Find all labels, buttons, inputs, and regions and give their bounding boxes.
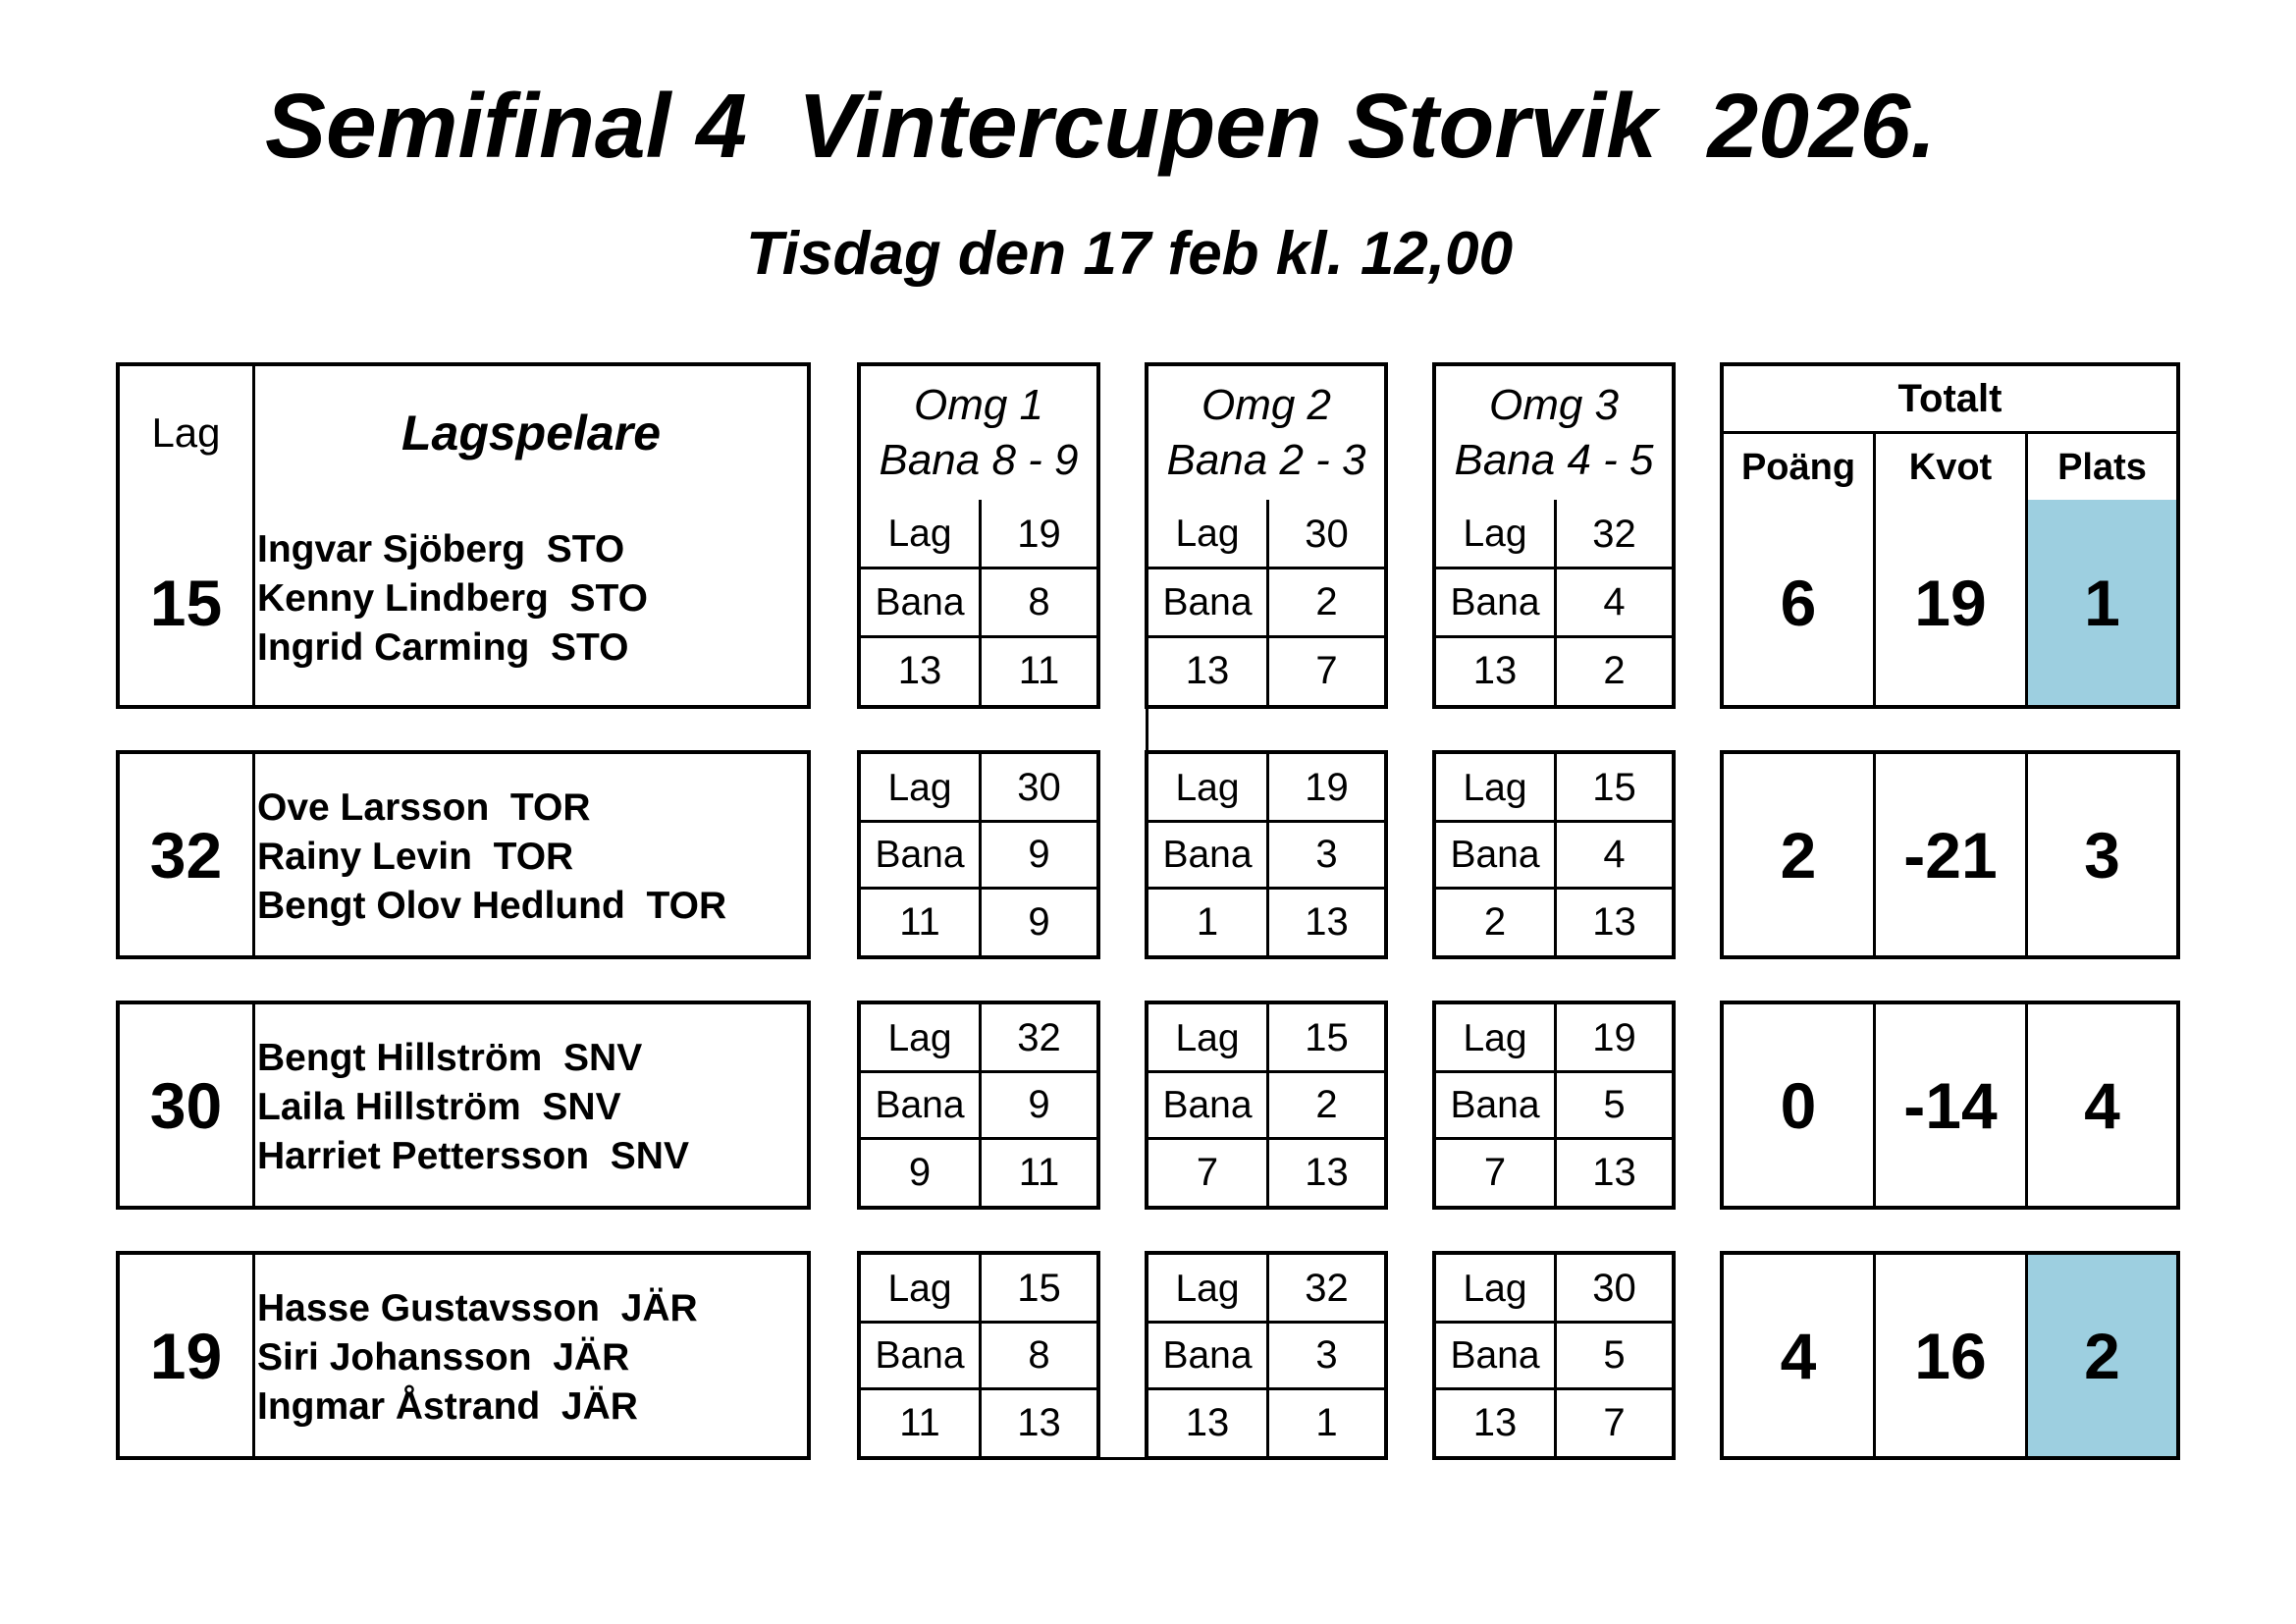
header-kvot: Kvot <box>1908 446 1993 488</box>
bana-number: 3 <box>1315 1333 1338 1378</box>
score-opponent: 9 <box>1028 899 1050 944</box>
score-opponent: 7 <box>1315 649 1338 693</box>
lag-label: Lag <box>1463 1267 1527 1310</box>
score-opponent: 13 <box>1592 899 1636 944</box>
round-1-box <box>857 1251 1100 1460</box>
totals-box <box>1720 500 2180 709</box>
lag-label: Lag <box>1463 1016 1527 1059</box>
score-own: 11 <box>899 1400 940 1444</box>
header-poang: Poäng <box>1740 446 1856 488</box>
opponent-team: 15 <box>1017 1267 1061 1311</box>
score-own: 9 <box>908 1150 932 1194</box>
opponent-team: 15 <box>1592 766 1636 810</box>
player-name: Harriet Pettersson SNV <box>257 1135 689 1177</box>
kvot-value: -14 <box>1903 1068 1998 1142</box>
totals-box <box>1720 1001 2180 1210</box>
score-own: 7 <box>1196 1150 1219 1194</box>
score-opponent: 1 <box>1315 1400 1338 1444</box>
score-opponent: 13 <box>1592 1150 1636 1194</box>
score-own: 7 <box>1483 1150 1507 1194</box>
player-name: Ingvar Sjöberg STO <box>257 528 625 570</box>
score-own: 13 <box>1185 1400 1230 1444</box>
player-name: Ingmar Åstrand JÄR <box>257 1385 638 1428</box>
score-own: 13 <box>1185 649 1230 693</box>
lag-label: Lag <box>1463 766 1527 809</box>
round-2-box <box>1145 750 1388 959</box>
player-name: Ove Larsson TOR <box>257 786 591 829</box>
score-opponent: 13 <box>1305 1150 1349 1194</box>
bana-label: Bana <box>1450 580 1540 623</box>
player-name: Hasse Gustavsson JÄR <box>257 1287 698 1329</box>
plats-value: 1 <box>2028 500 2176 705</box>
bana-number: 8 <box>1028 1333 1050 1378</box>
round-2-box <box>1145 500 1388 709</box>
page-title: Semifinal 4 Vintercupen Storvik 2026. <box>265 75 1937 177</box>
lag-label: Lag <box>887 513 952 556</box>
lag-label: Lag <box>887 1267 952 1310</box>
score-opponent: 11 <box>1018 1150 1060 1194</box>
lag-label: Lag <box>887 766 952 809</box>
bana-number: 4 <box>1603 580 1626 624</box>
player-name: Kenny Lindberg STO <box>257 577 648 620</box>
team-row-box <box>116 500 811 709</box>
round-1-box <box>857 750 1100 959</box>
lag-label: Lag <box>1175 1267 1240 1310</box>
page-subtitle: Tisdag den 17 feb kl. 12,00 <box>746 220 1514 288</box>
round-2-box <box>1145 1001 1388 1210</box>
bana-label: Bana <box>1162 580 1253 623</box>
header-lag: Lag <box>151 409 221 456</box>
round-1-bana: Bana 8 - 9 <box>879 436 1079 484</box>
team-row-box <box>116 1251 811 1460</box>
header-lagspelare: Lagspelare <box>400 406 661 460</box>
header-totals <box>1720 362 2180 504</box>
score-opponent: 7 <box>1603 1400 1626 1444</box>
bana-number: 2 <box>1315 1083 1338 1127</box>
bana-number: 2 <box>1315 580 1338 624</box>
team-players <box>257 1034 689 1181</box>
score-opponent: 11 <box>1018 649 1060 693</box>
header-team-box <box>116 362 811 504</box>
lag-label: Lag <box>887 1016 952 1059</box>
kvot-value: -21 <box>1903 818 1998 892</box>
opponent-team: 30 <box>1305 512 1349 556</box>
bana-label: Bana <box>1162 833 1253 876</box>
round-3-omg: Omg 3 <box>1488 381 1620 429</box>
opponent-team: 32 <box>1592 512 1636 556</box>
score-own: 11 <box>899 899 940 944</box>
header-plats: Plats <box>2057 446 2147 488</box>
opponent-team: 15 <box>1305 1016 1349 1060</box>
lag-label: Lag <box>1175 513 1240 556</box>
opponent-team: 19 <box>1305 766 1349 810</box>
round-1-box <box>857 500 1100 709</box>
team-players <box>257 525 648 673</box>
bana-number: 8 <box>1028 580 1050 624</box>
poang-value: 0 <box>1780 1068 1817 1142</box>
plats-value: 4 <box>2084 1068 2120 1142</box>
kvot-value: 19 <box>1914 566 1987 639</box>
score-own: 13 <box>1472 1400 1518 1444</box>
team-number: 19 <box>149 1319 223 1392</box>
bana-number: 3 <box>1315 833 1338 877</box>
score-own: 13 <box>897 649 942 693</box>
player-name: Rainy Levin TOR <box>257 836 574 878</box>
header-round-3 <box>1432 362 1676 504</box>
round-3-box <box>1432 1251 1676 1460</box>
team-row-box <box>116 750 811 959</box>
score-opponent: 13 <box>1305 899 1349 944</box>
player-name: Laila Hillström SNV <box>257 1086 621 1128</box>
score-opponent: 2 <box>1603 649 1626 693</box>
opponent-team: 30 <box>1592 1267 1636 1311</box>
lag-label: Lag <box>1175 1016 1240 1059</box>
header-round-2 <box>1145 362 1388 504</box>
opponent-team: 32 <box>1017 1016 1061 1060</box>
opponent-team: 32 <box>1305 1267 1349 1311</box>
plats-value: 2 <box>2028 1255 2176 1456</box>
connector-line <box>1096 1457 1148 1460</box>
connector-line <box>1146 709 1148 754</box>
bana-label: Bana <box>1450 833 1540 876</box>
poang-value: 6 <box>1780 566 1817 639</box>
opponent-team: 19 <box>1592 1016 1636 1060</box>
player-name: Siri Johansson JÄR <box>257 1336 630 1379</box>
score-own: 13 <box>1472 649 1518 693</box>
score-own: 2 <box>1483 899 1507 944</box>
bana-number: 9 <box>1028 1083 1050 1127</box>
round-1-omg: Omg 1 <box>913 381 1044 429</box>
bana-label: Bana <box>1450 1333 1540 1377</box>
score-own: 1 <box>1196 899 1219 944</box>
player-name: Bengt Olov Hedlund TOR <box>257 885 727 927</box>
round-1-box <box>857 1001 1100 1210</box>
kvot-value: 16 <box>1914 1319 1987 1392</box>
header-totalt: Totalt <box>1897 377 2002 420</box>
lag-label: Lag <box>1463 513 1527 556</box>
player-name: Bengt Hillström SNV <box>257 1037 643 1079</box>
round-3-bana: Bana 4 - 5 <box>1454 436 1654 484</box>
bana-label: Bana <box>875 580 965 623</box>
round-3-box <box>1432 1001 1676 1210</box>
totals-box <box>1720 1251 2180 1460</box>
bana-number: 5 <box>1603 1083 1626 1127</box>
plats-value: 3 <box>2084 818 2120 892</box>
round-3-box <box>1432 500 1676 709</box>
team-row-box <box>116 1001 811 1210</box>
header-round-1 <box>857 362 1100 504</box>
player-name: Ingrid Carming STO <box>257 626 629 669</box>
lag-label: Lag <box>1175 766 1240 809</box>
round-2-omg: Omg 2 <box>1201 381 1332 429</box>
bana-label: Bana <box>1450 1083 1540 1126</box>
poang-value: 4 <box>1780 1319 1817 1392</box>
team-players <box>257 784 726 931</box>
round-2-box <box>1145 1251 1388 1460</box>
bana-label: Bana <box>875 1333 965 1377</box>
round-2-bana: Bana 2 - 3 <box>1166 436 1366 484</box>
team-number: 30 <box>149 1068 223 1142</box>
opponent-team: 30 <box>1017 766 1061 810</box>
team-number: 15 <box>149 566 223 639</box>
bana-number: 5 <box>1603 1333 1626 1378</box>
bana-label: Bana <box>1162 1333 1253 1377</box>
bana-label: Bana <box>1162 1083 1253 1126</box>
team-number: 32 <box>149 818 223 892</box>
score-opponent: 13 <box>1017 1400 1061 1444</box>
totals-box <box>1720 750 2180 959</box>
round-3-box <box>1432 750 1676 959</box>
bana-number: 9 <box>1028 833 1050 877</box>
poang-value: 2 <box>1780 818 1817 892</box>
bana-label: Bana <box>875 1083 965 1126</box>
team-players <box>257 1284 698 1432</box>
bana-label: Bana <box>875 833 965 876</box>
opponent-team: 19 <box>1017 512 1061 556</box>
bana-number: 4 <box>1603 833 1626 877</box>
